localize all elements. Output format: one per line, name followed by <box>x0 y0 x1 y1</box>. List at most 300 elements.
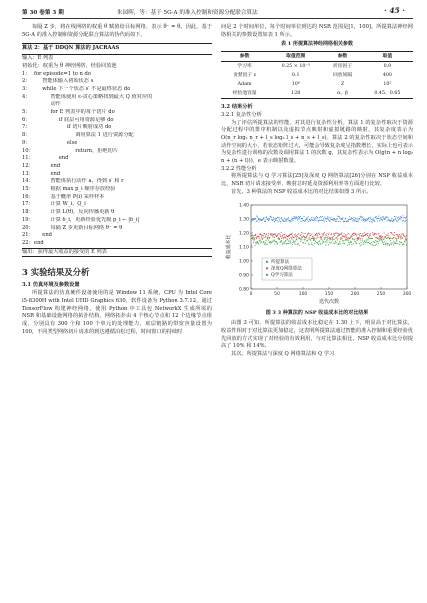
data-point <box>375 233 376 234</box>
data-point <box>341 232 342 233</box>
line-text: 智能体输入初始状态 s <box>34 78 94 85</box>
data-point <box>268 233 269 234</box>
data-point <box>311 218 312 219</box>
data-point <box>295 235 296 236</box>
data-point <box>322 240 323 241</box>
data-point <box>321 236 322 237</box>
algorithm-line <box>22 232 212 240</box>
data-point <box>393 237 394 238</box>
x-axis-label: 迭代次数 <box>318 298 340 305</box>
data-point <box>347 238 348 239</box>
data-point <box>384 232 385 233</box>
data-point <box>312 244 313 245</box>
x-tick-label: 50 <box>274 291 280 297</box>
data-point <box>377 240 378 241</box>
data-point <box>264 244 265 245</box>
data-point <box>370 218 371 219</box>
data-point <box>262 239 263 240</box>
data-point <box>326 239 327 240</box>
data-point <box>322 220 323 221</box>
data-point <box>301 239 302 240</box>
data-point <box>368 217 369 218</box>
data-point <box>274 237 275 238</box>
table-cell: 0.45、0.65 <box>362 89 413 99</box>
data-point <box>360 215 361 216</box>
line-text: end <box>34 155 69 162</box>
data-point <box>368 237 369 238</box>
data-point <box>360 237 361 238</box>
data-point <box>302 218 303 219</box>
data-point <box>295 243 296 244</box>
data-point <box>318 243 319 244</box>
data-point <box>302 232 303 233</box>
line-number: 18： <box>22 209 34 216</box>
data-point <box>404 235 405 236</box>
data-point <box>272 240 273 241</box>
data-point <box>339 242 340 243</box>
data-point <box>378 237 379 238</box>
data-point <box>311 242 312 243</box>
data-point <box>363 217 364 218</box>
data-point <box>251 234 252 235</box>
data-point <box>366 220 367 221</box>
algorithm-lines <box>22 71 212 248</box>
data-point <box>353 238 354 239</box>
data-point <box>361 219 362 220</box>
data-point <box>314 239 315 240</box>
line-text: for episode=1 to n do <box>34 70 91 77</box>
line-text: for E 列表中的每个切片 do <box>34 109 115 116</box>
line-number: 8： <box>22 132 31 139</box>
algorithm-line <box>22 194 212 202</box>
data-point <box>279 219 280 220</box>
data-point <box>284 241 285 242</box>
data-point <box>314 242 315 243</box>
data-point <box>299 237 300 238</box>
data-point <box>338 235 339 236</box>
data-point <box>376 237 377 238</box>
data-point <box>381 218 382 219</box>
data-point <box>315 234 316 235</box>
data-point <box>251 244 252 245</box>
table-cell: 回放间隔 <box>332 73 353 79</box>
line-number: 20： <box>22 224 34 231</box>
line-number: 5： <box>22 109 31 116</box>
data-point <box>373 244 374 245</box>
data-point <box>342 218 343 219</box>
data-point <box>277 234 278 235</box>
data-point <box>362 238 363 239</box>
data-point <box>296 238 297 239</box>
data-point <box>255 241 256 242</box>
data-point <box>357 238 358 239</box>
data-point <box>261 236 262 237</box>
y-tick-label: 0.90 <box>238 273 249 279</box>
x-tick-label: 300 <box>402 291 412 297</box>
data-point <box>398 216 399 217</box>
data-point <box>332 237 333 238</box>
data-point <box>317 234 318 235</box>
data-point <box>390 220 391 221</box>
data-point <box>373 241 374 242</box>
data-point <box>253 238 254 239</box>
data-point <box>288 217 289 218</box>
data-point <box>289 234 290 235</box>
data-point <box>406 216 407 217</box>
data-point <box>313 217 314 218</box>
data-point <box>284 236 285 237</box>
data-point <box>312 238 313 239</box>
data-point <box>319 217 320 218</box>
data-point <box>319 240 320 241</box>
legend-marker <box>266 260 268 262</box>
data-point <box>284 217 285 218</box>
data-point <box>405 237 406 238</box>
data-point <box>328 219 329 220</box>
data-point <box>389 244 390 245</box>
data-point <box>359 243 360 244</box>
line-text: end <box>34 170 61 177</box>
data-point <box>304 221 305 222</box>
data-point <box>282 219 283 220</box>
data-point <box>339 234 340 235</box>
data-point <box>345 240 346 241</box>
data-point <box>310 239 311 240</box>
data-point <box>287 218 288 219</box>
data-point <box>283 242 284 243</box>
data-point <box>399 234 400 235</box>
data-point <box>290 237 291 238</box>
data-point <box>395 242 396 243</box>
data-point <box>290 241 291 242</box>
table-row <box>221 71 413 80</box>
data-point <box>396 219 397 220</box>
algorithm-line <box>22 148 212 156</box>
data-point <box>311 237 312 238</box>
data-point <box>358 218 359 219</box>
data-point <box>380 217 381 218</box>
data-point <box>320 236 321 237</box>
data-point <box>267 236 268 237</box>
data-point <box>284 243 285 244</box>
data-point <box>376 216 377 217</box>
data-point <box>268 235 269 236</box>
data-point <box>345 217 346 218</box>
data-point <box>401 216 402 217</box>
data-point <box>345 234 346 235</box>
data-point <box>338 233 339 234</box>
data-point <box>402 244 403 245</box>
data-point <box>391 218 392 219</box>
data-point <box>358 233 359 234</box>
data-point <box>303 242 304 243</box>
data-point <box>300 240 301 241</box>
data-point <box>344 243 345 244</box>
data-point <box>297 219 298 220</box>
data-point <box>308 233 309 234</box>
data-point <box>288 240 289 241</box>
data-point <box>274 243 275 244</box>
data-point <box>263 235 264 236</box>
data-point <box>350 241 351 242</box>
data-point <box>396 234 397 235</box>
data-point <box>362 218 363 219</box>
data-point <box>397 233 398 234</box>
data-point <box>280 235 281 236</box>
data-point <box>379 235 380 236</box>
table-row <box>221 80 413 89</box>
data-point <box>312 236 313 237</box>
data-point <box>404 241 405 242</box>
data-point <box>363 242 364 243</box>
data-point <box>264 220 265 221</box>
paragraph-after-figure: 由图 3 可知，所提算法的收益成本比稳定在 1.30 上下，明显高于对比算法，收益性相对于对比算法更加稳定，这表明所提算法通过智能的准入控制和重要经验优先回放的方式实现了对经验的有效利用，与对比算法相比，NSP 收益成本比分别提高了 10% 和 14%。 <box>221 320 413 350</box>
data-point <box>363 219 364 220</box>
algorithm-output: 输出：获得最大收益的接受的 E 列表 <box>22 248 212 257</box>
data-point <box>254 239 255 240</box>
data-point <box>368 242 369 243</box>
algorithm-box <box>22 43 212 257</box>
data-point <box>333 242 334 243</box>
data-point <box>265 235 266 236</box>
data-point <box>381 240 382 241</box>
data-point <box>378 217 379 218</box>
data-point <box>338 243 339 244</box>
data-point <box>307 217 308 218</box>
line-text: 基于概率 P(i) 采样样本 <box>34 193 105 200</box>
data-point <box>348 241 349 242</box>
data-point <box>310 220 311 221</box>
data-point <box>267 237 268 238</box>
data-point <box>390 242 391 243</box>
data-point <box>272 220 273 221</box>
table-cell: 400 <box>382 73 392 79</box>
data-point <box>400 242 401 243</box>
line-text: 根据 max p_i 顺序存放经验 <box>34 186 116 193</box>
data-point <box>347 233 348 234</box>
data-point <box>262 242 263 243</box>
data-point <box>360 244 361 245</box>
data-point <box>256 215 257 216</box>
data-point <box>392 238 393 239</box>
algorithm-line <box>22 217 212 225</box>
data-point <box>378 215 379 216</box>
data-point <box>350 219 351 220</box>
data-point <box>364 239 365 240</box>
section-title: 3 实验结果及分析 <box>22 267 90 278</box>
data-point <box>322 233 323 234</box>
data-point <box>273 240 274 241</box>
algorithm-line <box>22 178 212 186</box>
data-point <box>319 232 320 233</box>
data-point <box>384 218 385 219</box>
data-point <box>262 234 263 235</box>
line-text: return，拒绝切片 <box>34 147 118 154</box>
data-point <box>395 218 396 219</box>
data-point <box>324 216 325 217</box>
data-point <box>354 233 355 234</box>
data-point <box>264 237 265 238</box>
data-point <box>387 216 388 217</box>
legend-label: 所提算法 <box>271 259 289 265</box>
line-text: 智能体执行动作 a，得到 s′ 和 r <box>34 178 124 185</box>
data-point <box>320 243 321 244</box>
data-point <box>259 237 260 238</box>
data-point <box>375 239 376 240</box>
algorithm-line <box>22 78 212 86</box>
data-point <box>252 236 253 237</box>
data-point <box>397 217 398 218</box>
data-point <box>381 238 382 239</box>
data-point <box>391 232 392 233</box>
data-point <box>262 237 263 238</box>
data-point <box>391 243 392 244</box>
data-point <box>356 221 357 222</box>
data-point <box>363 235 364 236</box>
line-number: 7： <box>22 124 31 131</box>
data-point <box>361 244 362 245</box>
data-point <box>259 240 260 241</box>
data-point <box>294 216 295 217</box>
data-point <box>348 239 349 240</box>
data-point <box>371 218 372 219</box>
data-point <box>337 232 338 233</box>
line-number: 4： <box>22 93 31 100</box>
data-point <box>397 243 398 244</box>
line-number: 19： <box>22 216 34 223</box>
y-tick-label: 1.30 <box>238 217 249 223</box>
data-point <box>286 243 287 244</box>
data-point <box>359 217 360 218</box>
data-point <box>269 219 270 220</box>
table-cell: 折扣因子 <box>332 64 353 70</box>
data-point <box>340 237 341 238</box>
data-point <box>322 216 323 217</box>
data-point <box>257 241 258 242</box>
data-point <box>342 217 343 218</box>
data-point <box>350 236 351 237</box>
data-point <box>326 241 327 242</box>
data-point <box>336 218 337 219</box>
data-point <box>280 234 281 235</box>
data-point <box>288 243 289 244</box>
data-point <box>403 234 404 235</box>
data-point <box>317 242 318 243</box>
line-number: 2： <box>22 78 31 85</box>
data-point <box>396 240 397 241</box>
data-point <box>335 237 336 238</box>
data-point <box>360 239 361 240</box>
data-point <box>387 220 388 221</box>
data-point <box>313 237 314 238</box>
data-point <box>281 232 282 233</box>
table-cell: 0.1 <box>291 73 300 79</box>
data-point <box>329 239 330 240</box>
data-point <box>282 235 283 236</box>
data-point <box>367 233 368 234</box>
table-row <box>221 89 413 99</box>
data-point <box>331 216 332 217</box>
data-point <box>308 216 309 217</box>
data-point <box>289 220 290 221</box>
data-point <box>337 235 338 236</box>
data-point <box>330 218 331 219</box>
data-point <box>403 220 404 221</box>
table-cell: 10⁵ <box>383 82 392 88</box>
data-point <box>272 236 273 237</box>
line-text: 动作 <box>34 101 61 108</box>
data-point <box>374 234 375 235</box>
data-point <box>320 219 321 220</box>
line-text: 计算 L(θ)，反向传播更新 θ <box>34 209 115 216</box>
data-point <box>251 218 252 219</box>
data-point <box>334 242 335 243</box>
data-point <box>383 242 384 243</box>
data-point <box>340 221 341 222</box>
data-point <box>300 220 301 221</box>
data-point <box>331 233 332 234</box>
line-number: 15： <box>22 186 34 193</box>
table-cell: 10⁸ <box>291 82 300 88</box>
data-point <box>307 239 308 240</box>
paragraph-3-2-1: 为了评估所提算法的性能，对其进行复杂性分析。算法 1 的复杂性取决于资源分配过程中的排序机制以及虚拟节点映射和虚拟链路的映射，其复杂度表示为 O(n_r log₂ n_r + l_s log₂ l_s + n_s + l_s)。算法 2 的复杂性取决于状态空间和动作空间的大小，若状态矩阵过大，可能会导致复杂度呈指数增长，实际上也可表示为复杂性进行训练的次数及调用算法 1 的次数 g，其复杂性表示为 O(g(n + n log₂ n + (n + l)))，e 表示映射数量。 <box>221 119 413 165</box>
data-point <box>396 243 397 244</box>
data-point <box>357 220 358 221</box>
data-point <box>326 218 327 219</box>
algorithm-line <box>22 163 212 171</box>
data-point <box>352 220 353 221</box>
data-point <box>256 237 257 238</box>
data-point <box>394 216 395 217</box>
data-point <box>382 219 383 220</box>
data-point <box>260 234 261 235</box>
data-point <box>330 242 331 243</box>
data-point <box>360 216 361 217</box>
data-point <box>292 238 293 239</box>
data-point <box>370 234 371 235</box>
data-point <box>295 218 296 219</box>
data-point <box>356 242 357 243</box>
data-point <box>372 221 373 222</box>
data-point <box>402 215 403 216</box>
data-point <box>348 237 349 238</box>
data-point <box>318 244 319 245</box>
line-number: 16： <box>22 193 34 200</box>
data-point <box>382 235 383 236</box>
line-number: 10： <box>22 147 34 154</box>
data-point <box>329 220 330 221</box>
data-point <box>400 238 401 239</box>
data-point <box>267 243 268 244</box>
data-point <box>272 233 273 234</box>
table-cell: α、β <box>323 89 362 99</box>
data-point <box>277 221 278 222</box>
data-point <box>284 234 285 235</box>
data-point <box>297 217 298 218</box>
param-table <box>221 51 413 99</box>
data-point <box>265 220 266 221</box>
data-point <box>385 244 386 245</box>
data-point <box>358 239 359 240</box>
data-point <box>255 218 256 219</box>
data-point <box>393 240 394 241</box>
data-point <box>270 242 271 243</box>
data-point <box>405 217 406 218</box>
line-text: while 下一个状态 s′ 不是最终状态 do <box>34 85 131 92</box>
data-point <box>372 232 373 233</box>
y-tick-label: 1.10 <box>238 245 249 251</box>
data-point <box>281 240 282 241</box>
